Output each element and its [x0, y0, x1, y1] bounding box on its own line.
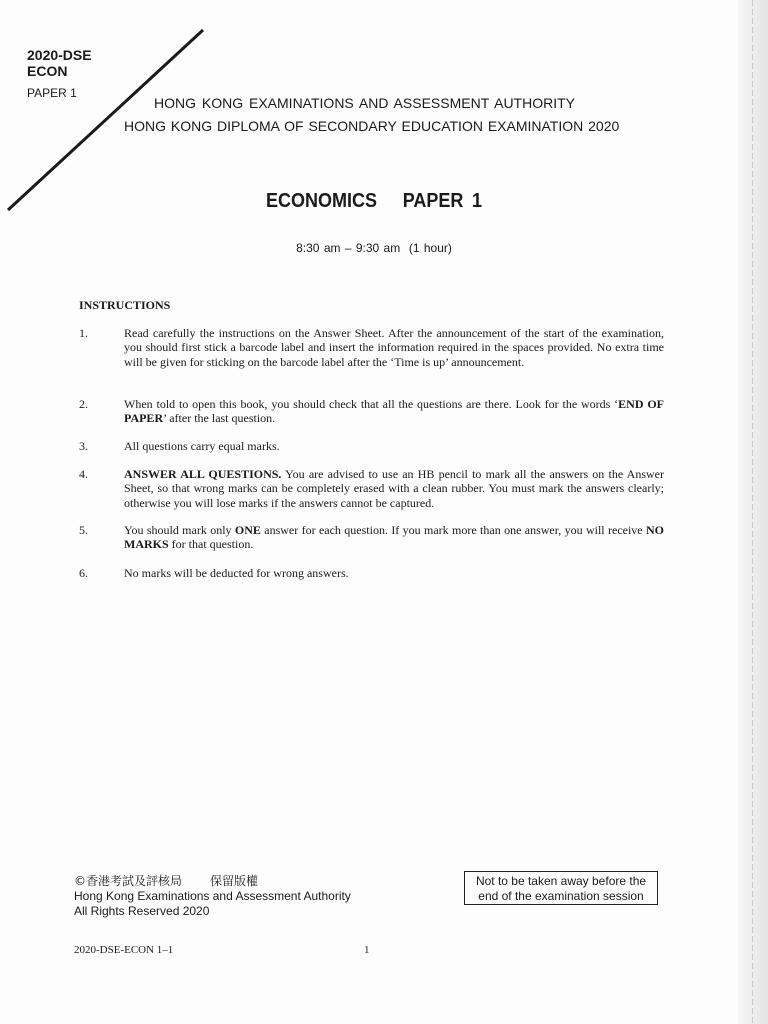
- authority-name: HONG KONG EXAMINATIONS AND ASSESSMENT AUTHORITY: [154, 95, 575, 111]
- instruction-text: [124, 439, 664, 453]
- footer-paper-code: 2020-DSE-ECON 1–1: [74, 944, 174, 956]
- instruction-number: 2.: [79, 397, 88, 411]
- exam-time: 8:30 am – 9:30 am (1 hour): [296, 241, 452, 255]
- instruction-number: 1.: [79, 326, 88, 340]
- instruction-text: [124, 566, 664, 580]
- notice-line-1: Not to be taken away before the: [475, 874, 647, 888]
- paper-code-number: PAPER 1: [27, 86, 77, 100]
- instruction-run: All questions carry equal marks.: [124, 439, 280, 453]
- paper-title: ECONOMICS PAPER 1: [265, 190, 483, 212]
- page-number: 1: [364, 944, 370, 956]
- copyright-chinese-rights: 保留版權: [210, 874, 259, 888]
- instruction-text: [124, 326, 664, 369]
- instruction-run: You are advised to use an HB pencil to mark all the answers on the Answer Sheet, so that wrong marks can be completely erased with a clean rubber. You must mark the answers clearly; otherwise you will lose marks if the answers cannot be captured.: [124, 467, 665, 510]
- notice-box: [464, 871, 658, 905]
- instruction-emphasis: ONE: [234, 523, 261, 537]
- copyright-chinese-org: ©香港考試及評核局: [74, 874, 183, 888]
- instruction-run: ’ after the last question.: [163, 411, 276, 426]
- instruction-text: [124, 397, 664, 426]
- exam-name: HONG KONG DIPLOMA OF SECONDARY EDUCATION EXAMINATION 2020: [124, 118, 620, 134]
- scan-edge-line: [752, 0, 753, 1024]
- copyright-rights: All Rights Reserved 2020: [74, 904, 210, 918]
- scan-edge: [738, 0, 768, 1024]
- instruction-text: [124, 523, 664, 552]
- instruction-number: 6.: [79, 566, 88, 580]
- paper-code-subject: ECON: [27, 63, 68, 79]
- instruction-run: for that question.: [168, 537, 254, 552]
- instruction-number: 5.: [79, 523, 88, 537]
- instruction-number: 3.: [79, 439, 88, 453]
- instruction-run: You should mark only: [124, 523, 235, 537]
- copyright-block: [74, 874, 351, 919]
- copyright-org: Hong Kong Examinations and Assessment Authority: [74, 889, 351, 903]
- instruction-run: Read carefully the instructions on the Answer Sheet. After the announcement of the start of the examination, you should first stick a barcode label and insert the information required in the spaces provided. No extra time will be given for sticking on the barcode label after the ‘Time is up’ announcement.: [124, 326, 664, 369]
- instruction-number: 4.: [79, 467, 88, 481]
- copyright-chinese: [74, 874, 351, 889]
- instruction-run: When told to open this book, you should check that all the questions are there. Look for the words ‘: [124, 397, 619, 411]
- instructions-heading: INSTRUCTIONS: [79, 298, 171, 312]
- paper-code-year: 2020-DSE: [27, 47, 92, 63]
- instruction-text: [124, 467, 664, 510]
- instruction-emphasis: NO MARKS: [124, 523, 664, 552]
- instruction-run: No marks will be deducted for wrong answers.: [124, 566, 349, 580]
- notice-line-2: end of the examination session: [478, 889, 644, 903]
- instruction-emphasis: END OF PAPER: [124, 397, 664, 426]
- instruction-run: answer for each question. If you mark more than one answer, you will receive: [260, 523, 646, 537]
- instruction-emphasis: ANSWER ALL QUESTIONS.: [124, 467, 282, 481]
